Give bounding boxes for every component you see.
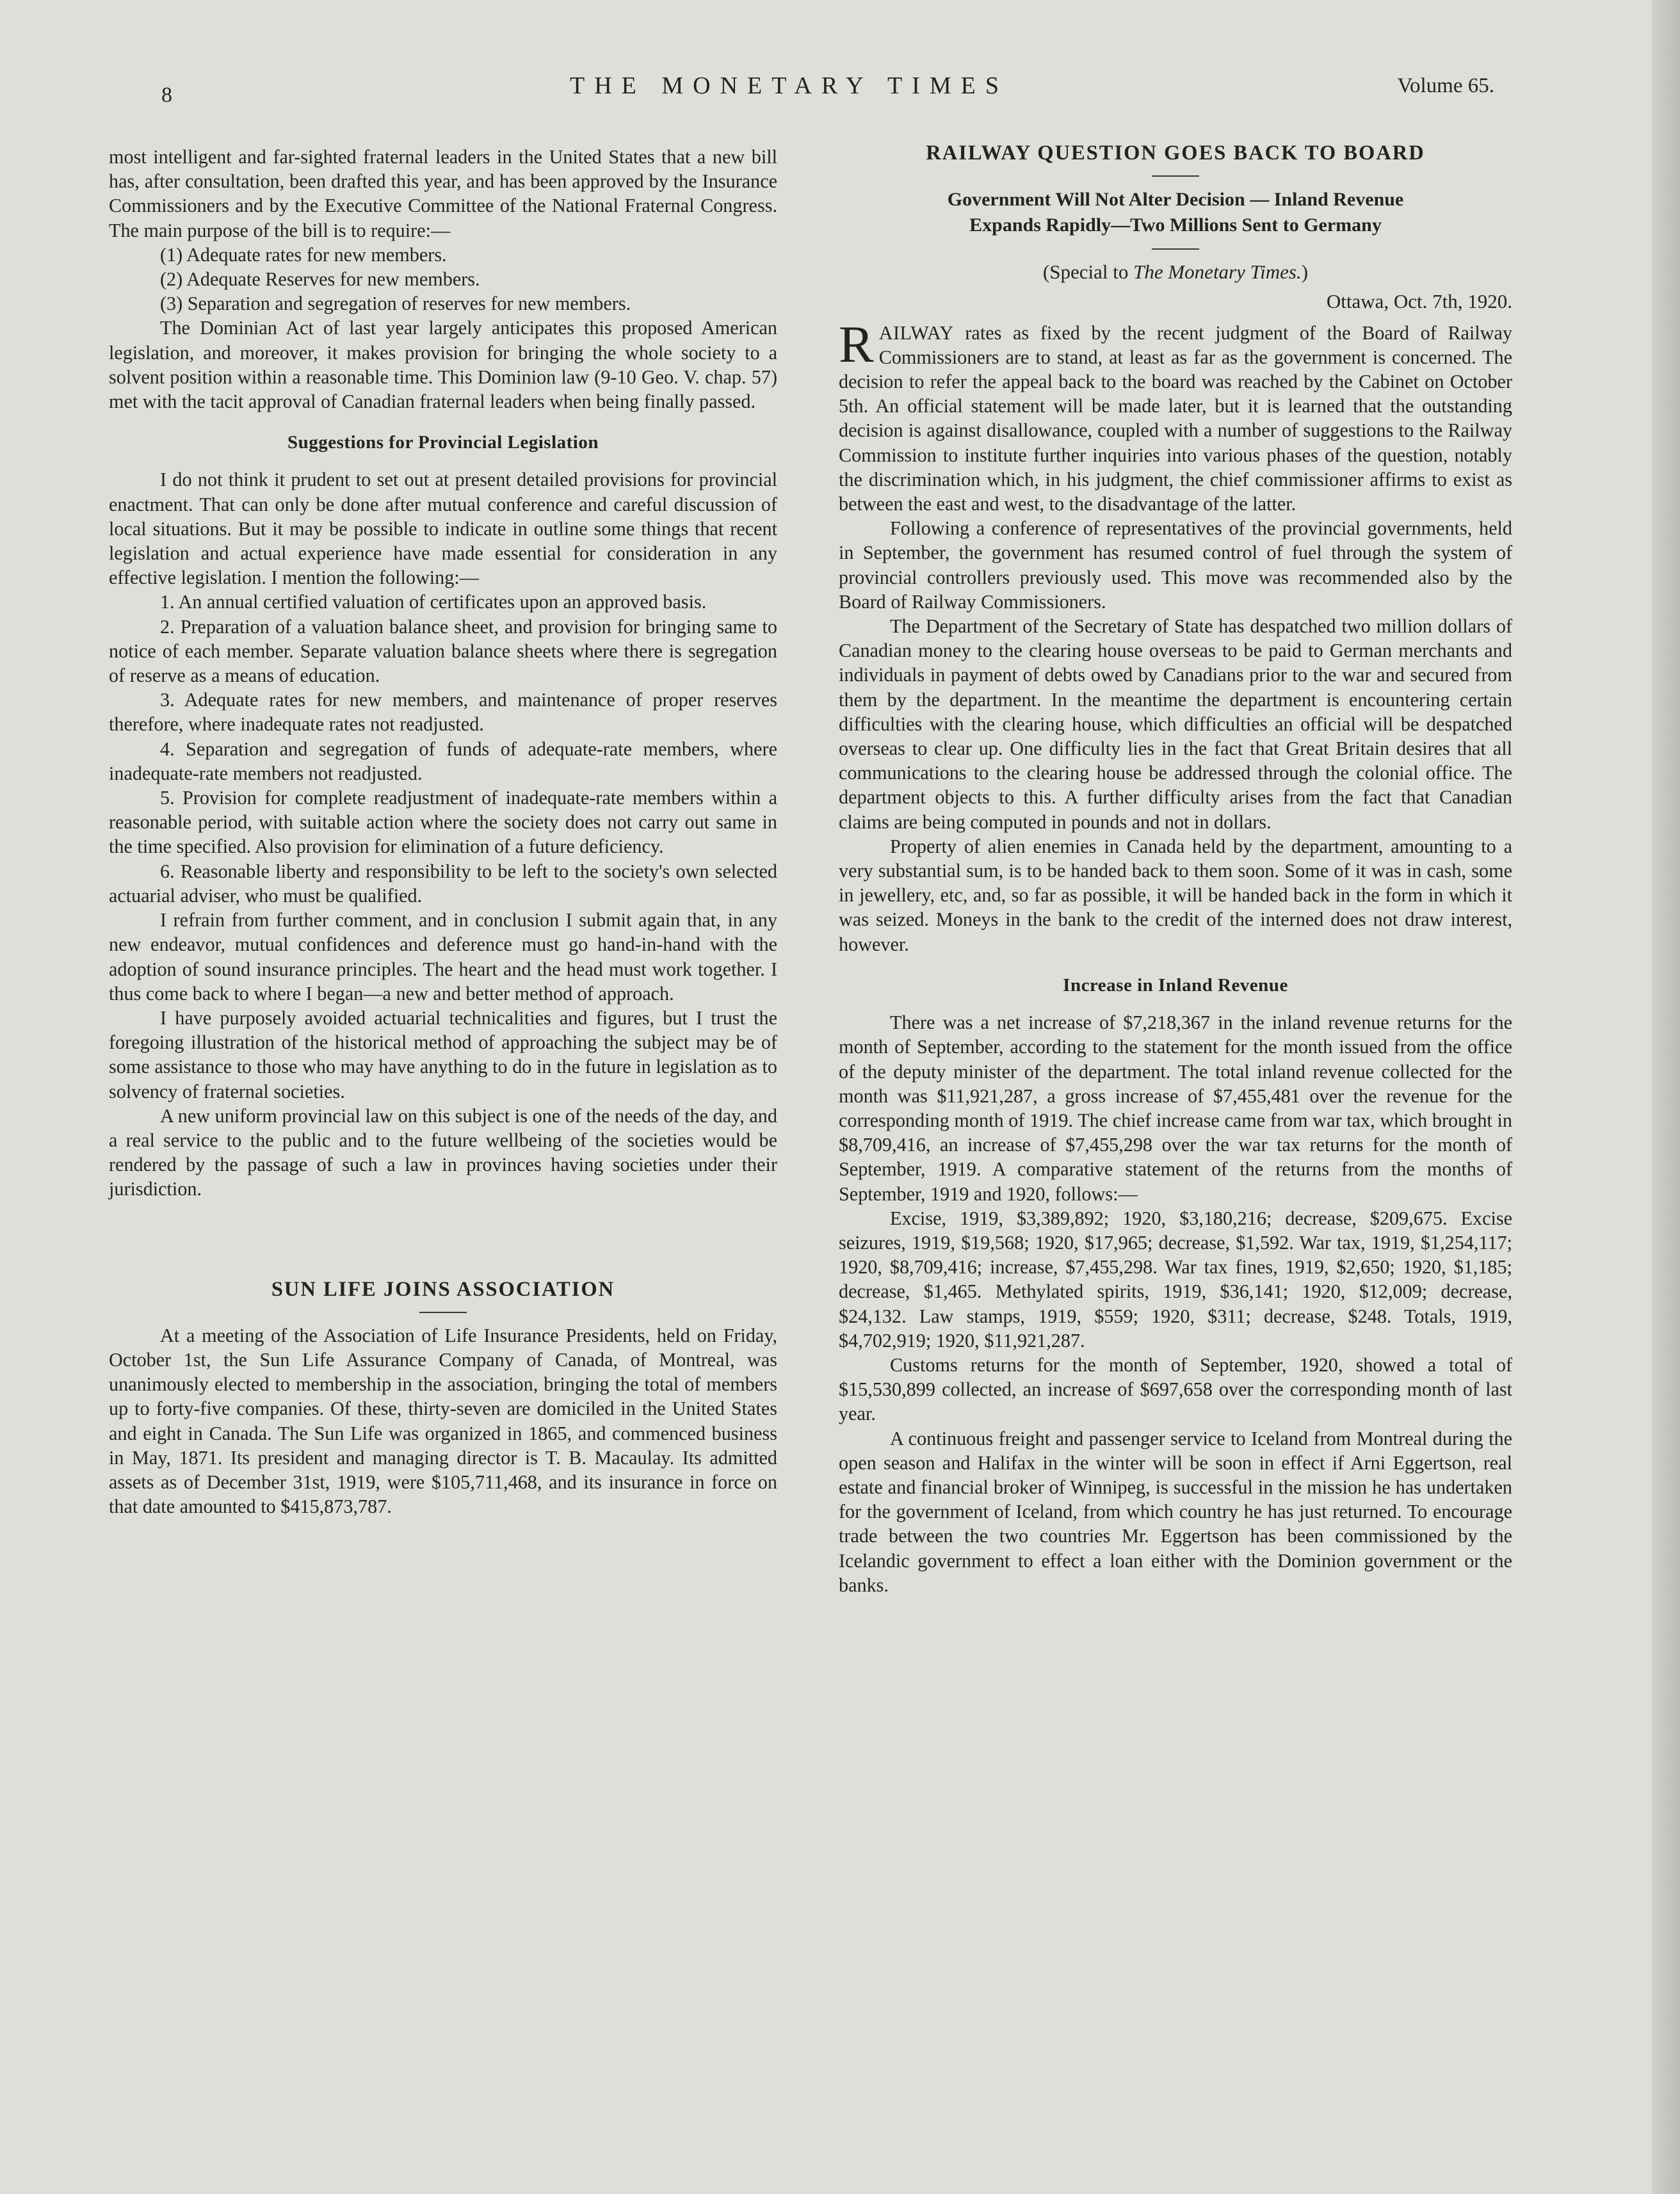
paragraph: most intelligent and far-sighted fraternal leaders in the United States that a new bill has, after consultation, been drafted this year, and has been approved by the Insurance Commissioners and by the Executive Committee of the National Fraternal Congress. The main purpose of the bill is to require:—	[109, 146, 777, 241]
deck-line: Government Will Not Alter Decision — Inland Revenue	[947, 189, 1404, 211]
article-title: RAILWAY QUESTION GOES BACK TO BOARD	[926, 141, 1425, 165]
list-item: 5. Provision for complete readjustment of inadequate-rate members within a reasonable period, with suitable action where the society does not carry out same in the time specified. Also provision for elimination of a future deficiency.	[109, 787, 777, 858]
left-column	[109, 145, 777, 1519]
paragraph: I have purposely avoided actuarial technicalities and figures, but I trust the foregoing illustration of the historical method of approaching the subject may be of some assistance to those who may have anything to do in the future in legislation as to solvency of fraternal societies.	[109, 1006, 777, 1102]
paragraph: A new uniform provincial law on this subject is one of the needs of the day, and a real service to the public and to the future wellbeing of the societies would be rendered by the passage of such a law in provinces having societies under their jurisdiction.	[109, 1104, 777, 1200]
list-item: 6. Reasonable liberty and responsibility to be left to the society's own selected actuarial adviser, who must be qualified.	[109, 860, 777, 907]
paragraph: The Department of the Secretary of State has despatched two million dollars of Canadian money to the clearing house overseas to be paid to German merchants and individuals in payment of debts owed by Canadians prior to the war and secured from them by the department. In the meantime the department is encountering certain difficulties with the clearing house, which difficulties an official will be despatched overseas to clear up. One difficulty lies in the fact that Great Britain desires that all communications to the clearing house be addressed through the colonial office. The department objects to this. A further difficulty arises from the fact that Canadian claims are being computed in pounds and not in dollars.	[839, 615, 1512, 833]
paragraph: Property of alien enemies in Canada held by the department, amounting to a very substantial sum, is to be handed back to them soon. Some of it was in cash, some in jewellery, etc, and, so far as possible, it will be handed back in the form in which it was seized. Moneys in the bank to the credit of the interned does not draw interest, however.	[839, 835, 1512, 955]
page-header	[154, 72, 1494, 110]
section-heading: Increase in Inland Revenue	[1063, 974, 1288, 996]
paragraph: Following a conference of representatives of the provincial governments, held in September, the government has resumed control of fuel through the system of provincial controllers previously used. This move was recommended also by the Board of Railway Commissioners.	[839, 517, 1512, 613]
volume-label: Volume 65.	[1397, 74, 1494, 97]
paragraph: I refrain from further comment, and in conclusion I submit again that, in any new endeavor, mutual confidences and deference must go hand-in-hand with the adoption of sound insurance principles. The heart and the head must work together. I thus come back to where I began—a new and better method of approach.	[109, 909, 777, 1004]
publication-title: THE MONETARY TIMES	[570, 72, 1008, 99]
paragraph: There was a net increase of $7,218,367 in the inland revenue returns for the month of September, according to the statement for the month issued from the office of the deputy minister of the department. The total inland revenue collected for the month was $11,921,287, a gross increase of $7,455,481 over the revenue for the corresponding month of 1919. The chief increase came from war tax, which brought in $8,709,416, an increase of $7,455,298 over the war tax returns for the month of September, 1919. A comparative statement of the returns from the months of September, 1919 and 1920, follows:—	[839, 1012, 1512, 1205]
list-item: 4. Separation and segregation of funds of adequate-rate members, where inadequate-rate members not readjusted.	[109, 738, 777, 784]
section-heading: Suggestions for Provincial Legislation	[287, 432, 599, 453]
list-item: 3. Adequate rates for new members, and maintenance of proper reserves therefore, where inadequate rates not readjusted.	[109, 689, 777, 736]
page-edge	[1652, 0, 1680, 2194]
lead-paragraph: RAILWAY rates as fixed by the recent judgment of the Board of Railway Commissioners are to stand, at least as far as the government is concerned. The decision to refer the appeal back to the board was reached by the Cabinet on October 5th. An official statement will be made later, but it is learned that the outstanding decision is against disallowance, coupled with a number of suggestions to the Railway Commission to institute further inquiries into various phases of the question, notably the discrimination which, in his judgment, the chief commissioner affirms to exist as between the east and west, to the disadvantage of the latter.	[839, 314, 1512, 515]
drop-cap: R	[839, 314, 874, 373]
list-item: (1) Adequate rates for new members.	[160, 243, 447, 266]
list-item: 1. An annual certified valuation of certificates upon an approved basis.	[160, 591, 707, 613]
title-rule	[1152, 175, 1199, 177]
special-credit: (Special to The Monetary Times.)	[1042, 261, 1309, 284]
list-item: (2) Adequate Reserves for new members.	[160, 268, 480, 291]
list-item: 2. Preparation of a valuation balance sheet, and provision for bringing same to notice of each member. Separate valuation balance sheets where there is segregation of reserve as a means of education.	[109, 615, 777, 687]
paragraph: Excise, 1919, $3,389,892; 1920, $3,180,216; decrease, $209,675. Excise seizures, 1919, $19,568; 1920, $17,965; decrease, $1,592. War tax, 1919, $1,254,117; 1920, $8,709,416; increase, $7,455,298. War tax fines, 1919, $2,650; 1920, $1,185; decrease, $1,465. Methylated spirits, 1919, $36,141; 1920, $12,009; decrease, $24,132. Law stamps, 1919, $559; 1920, $311; decrease, $248. Totals, 1919, $4,702,919; 1920, $11,921,287.	[839, 1207, 1512, 1351]
paragraph: A continuous freight and passenger service to Iceland from Montreal during the open season and Halifax in the winter will be soon in effect if Arni Eggertson, real estate and financial broker of Winnipeg, is successful in the mission he has undertaken for the government of Iceland, from which country he has just returned. To encourage trade between the two countries Mr. Eggertson has been commissioned by the Icelandic government to effect a loan either with the Dominion government or the banks.	[839, 1427, 1512, 1596]
paragraph: I do not think it prudent to set out at present detailed provisions for provincial enactment. That can only be done after mutual conference and careful discussion of local situations. But it may be possible to indicate in outline some things that recent legislation and actual experience have made essential for consideration in any effective legislation. I mention the following:—	[109, 469, 777, 589]
article-title: SUN LIFE JOINS ASSOCIATION	[271, 1277, 615, 1301]
deck-line: Expands Rapidly—Two Millions Sent to Germany	[969, 214, 1382, 236]
list-item: (3) Separation and segregation of reserves for new members.	[160, 293, 631, 315]
deck-rule	[1152, 248, 1199, 250]
paragraph: At a meeting of the Association of Life Insurance Presidents, held on Friday, October 1st, the Sun Life Assurance Company of Canada, of Montreal, was unanimously elected to membership in the association, bringing the total of members up to forty-five companies. Of these, thirty-seven are domiciled in the United States and eight in Canada. The Sun Life was organized in 1865, and commenced business in May, 1871. Its president and managing director is T. B. Macaulay. Its admitted assets as of December 31st, 1919, were $105,711,468, and its insurance in force on that date amounted to $415,873,787.	[109, 1324, 777, 1518]
paragraph: Customs returns for the month of September, 1920, showed a total of $15,530,899 collected, an increase of $697,658 over the corresponding month of last year.	[839, 1353, 1512, 1425]
page-number: 8	[161, 83, 172, 107]
right-column	[839, 141, 1512, 1597]
dateline: Ottawa, Oct. 7th, 1920.	[1326, 290, 1512, 313]
paragraph: The Dominian Act of last year largely anticipates this proposed American legislation, and moreover, it makes provision for bringing the whole society to a solvent position within a reasonable time. This Dominion law (9-10 Geo. V. chap. 57) met with the tacit approval of Canadian fraternal leaders when being finally passed.	[109, 317, 777, 413]
title-rule	[419, 1312, 467, 1313]
